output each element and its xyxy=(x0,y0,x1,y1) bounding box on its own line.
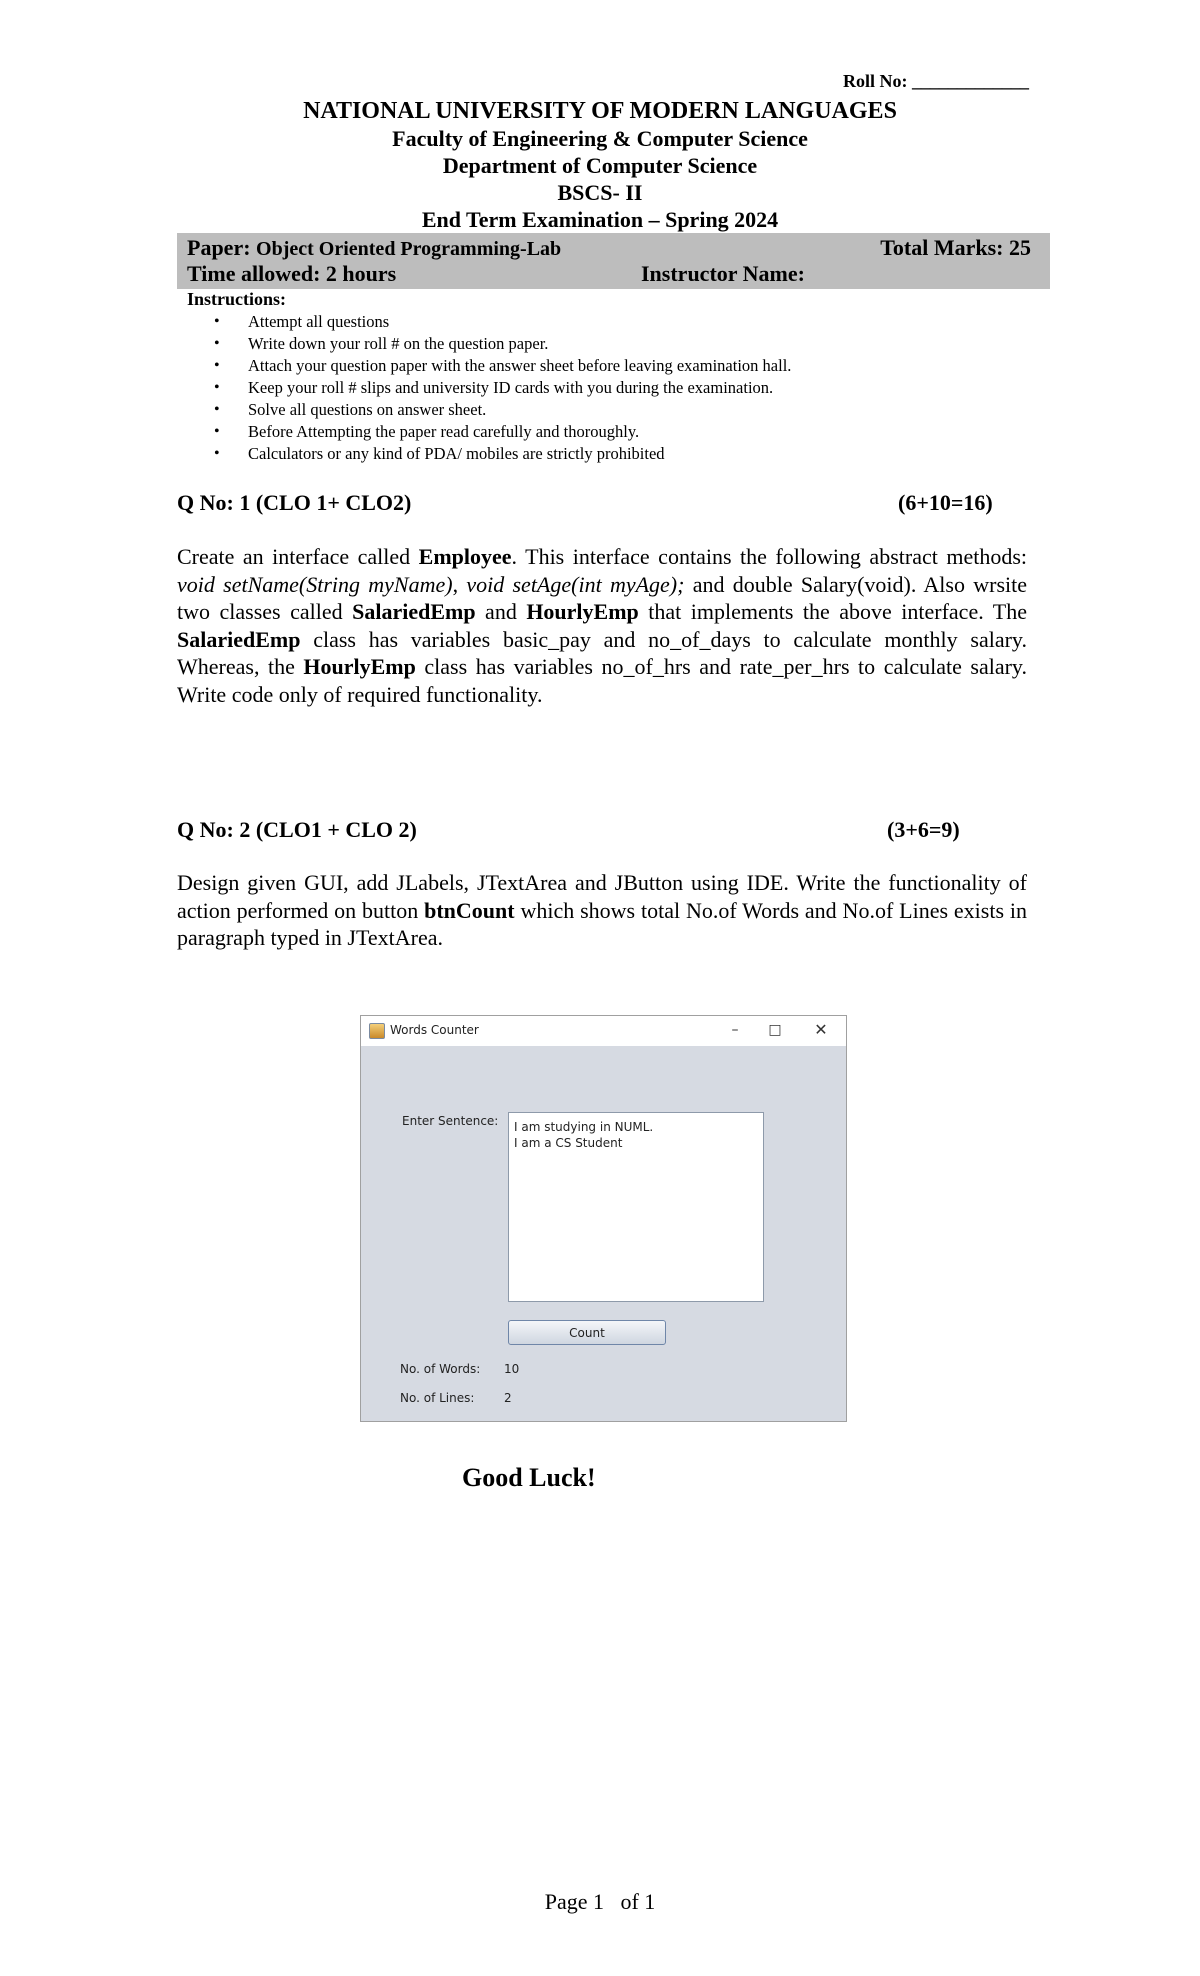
question-1-text: Create an interface called Employee. This interface contains the following abstract methods: void setName(String myName), void setAge(int myAge); and double Salary(void). Also wrsite two classes called SalariedEmp and HourlyEmp that implements the above interface. The SalariedEmp class has variables basic_pay and no_of_days to calculate monthly salary. Whereas, the HourlyEmp class has variables no_of_hrs and rate_per_hrs to calculate salary. Write code only of required functionality. xyxy=(177,544,1028,707)
instruction-item: • Solve all questions on answer sheet. xyxy=(214,399,791,421)
count-button: Count xyxy=(508,1320,666,1345)
sentence-textarea xyxy=(508,1112,764,1302)
close-icon: ✕ xyxy=(814,1020,828,1039)
roll-number-field: Roll No: _____________ xyxy=(843,71,1029,91)
java-app-icon xyxy=(369,1023,385,1039)
instruction-item: • Before Attempting the paper read carefully and thoroughly. xyxy=(214,421,791,443)
good-luck-text: Good Luck! xyxy=(462,1463,596,1492)
enter-sentence-label: Enter Sentence: xyxy=(402,1114,499,1128)
words-label: No. of Words: xyxy=(400,1362,481,1376)
question-1-heading: Q No: 1 (CLO 1+ CLO2) xyxy=(177,490,412,515)
exam-title: End Term Examination – Spring 2024 xyxy=(421,207,779,232)
question-2-text: Design given GUI, add JLabels, JTextArea and JButton using IDE. Write the functionality of action performed on button btnCount which shows total No.of Words and No.of Lines exists in paragraph typed in JTextArea. xyxy=(177,870,1027,950)
instruction-item: • Write down your roll # on the question paper. xyxy=(214,333,791,355)
words-value: 10 xyxy=(504,1362,520,1376)
maximize-icon: □ xyxy=(768,1022,782,1038)
faculty-name: Faculty of Engineering & Computer Science xyxy=(392,126,808,151)
instruction-item: • Calculators or any kind of PDA/ mobiles are strictly prohibited xyxy=(214,443,791,465)
question-2-marks: (3+6=9) xyxy=(887,817,960,842)
total-marks: Total Marks: 25 xyxy=(880,235,1031,260)
question-1-marks: (6+10=16) xyxy=(898,490,993,515)
window-title-bar xyxy=(361,1016,846,1046)
lines-label: No. of Lines: xyxy=(400,1391,475,1405)
paper-value: Object Oriented Programming-Lab xyxy=(256,238,562,260)
instructions-list xyxy=(214,311,791,465)
instruction-item: • Attach your question paper with the answer sheet before leaving examination hall. xyxy=(214,355,791,377)
words-counter-window-screenshot xyxy=(360,1015,847,1422)
question-2-heading: Q No: 2 (CLO1 + CLO 2) xyxy=(177,817,417,842)
textarea-line: I am a CS Student xyxy=(514,1136,623,1150)
textarea-line: I am studying in NUML. xyxy=(514,1120,654,1134)
instructions-title: Instructions: xyxy=(187,289,287,309)
minimize-icon: – xyxy=(731,1022,739,1038)
page-number: Page 1 of 1 xyxy=(544,1889,656,1914)
program-name: BSCS- II xyxy=(557,180,643,205)
instructor-name: Instructor Name: xyxy=(641,261,805,286)
instruction-item: • Attempt all questions xyxy=(214,311,791,333)
time-allowed: Time allowed: 2 hours xyxy=(187,261,397,286)
window-title: Words Counter xyxy=(390,1023,479,1037)
paper-info-box xyxy=(177,233,1050,289)
department-name: Department of Computer Science xyxy=(442,153,758,178)
paper-name xyxy=(187,235,561,261)
university-name: NATIONAL UNIVERSITY OF MODERN LANGUAGES xyxy=(303,98,897,124)
instruction-item: • Keep your roll # slips and university ID cards with you during the examination. xyxy=(214,377,791,399)
lines-value: 2 xyxy=(504,1391,512,1405)
paper-label: Paper: xyxy=(187,235,251,260)
